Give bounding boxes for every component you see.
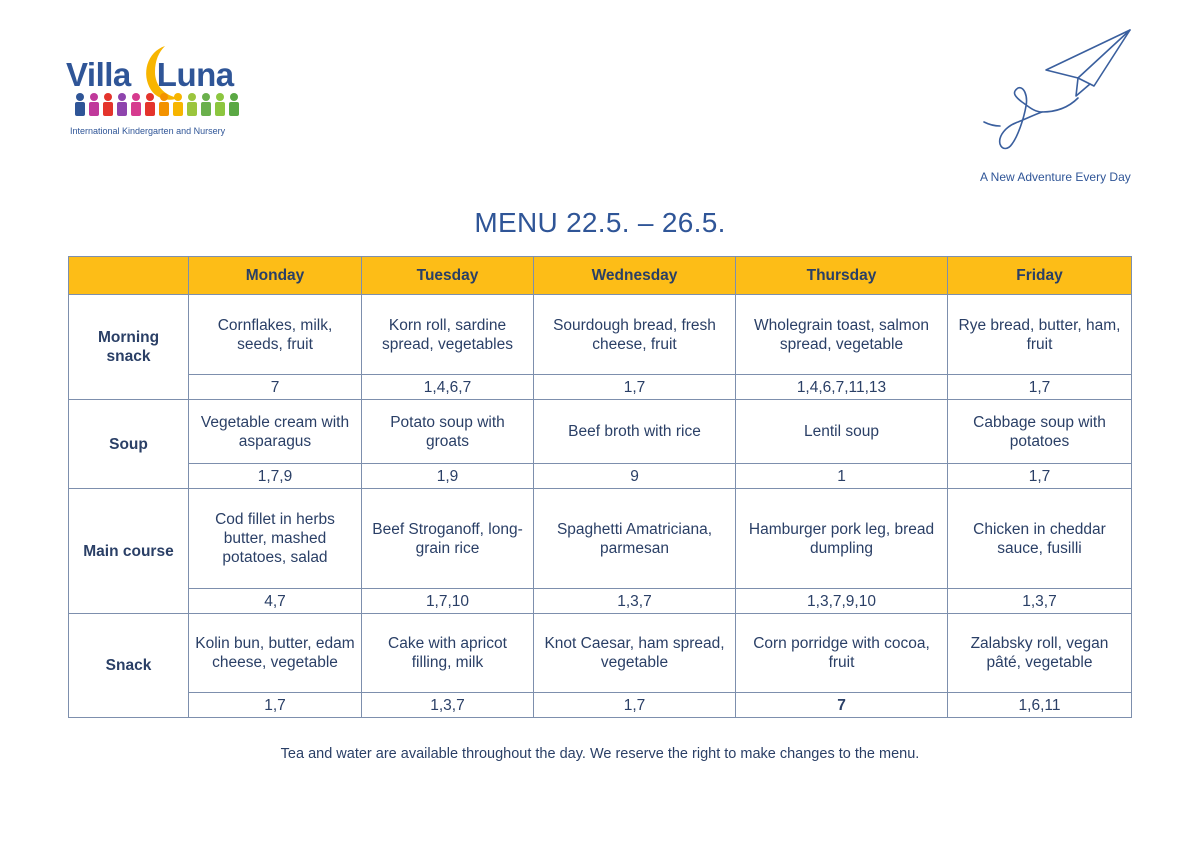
meal-cell: Rye bread, butter, ham, fruit [948,295,1132,375]
allergen-cell: 1,9 [362,464,534,489]
meal-cell: Cake with apricot filling, milk [362,614,534,693]
meal-cell: Spaghetti Amatriciana, parmesan [534,489,736,589]
meal-cell: Cod fillet in herbs butter, mashed potatoes, salad [189,489,362,589]
meal-cell: Cabbage soup with potatoes [948,400,1132,464]
allergen-cell: 1,7 [534,375,736,400]
table-header-row [69,257,1132,295]
allergen-cell: 1,4,6,7,11,13 [736,375,948,400]
allergen-cell: 1,7 [948,375,1132,400]
allergen-cell: 1,6,11 [948,693,1132,718]
paper-plane-icon [978,26,1138,161]
meal-cell: Lentil soup [736,400,948,464]
allergen-cell: 1,3,7 [362,693,534,718]
meal-type-label: Soup [69,400,189,489]
meal-row [69,489,1132,589]
meal-cell: Korn roll, sardine spread, vegetables [362,295,534,375]
allergen-cell: 1,7 [948,464,1132,489]
meal-type-label: Main course [69,489,189,614]
day-header: Friday [948,257,1132,295]
meal-cell: Wholegrain toast, salmon spread, vegetable [736,295,948,375]
allergen-cell: 9 [534,464,736,489]
allergen-cell: 1,7 [534,693,736,718]
day-header: Tuesday [362,257,534,295]
allergen-cell: 7 [736,693,948,718]
allergen-row [69,693,1132,718]
day-header: Wednesday [534,257,736,295]
meal-cell: Zalabsky roll, vegan pâté, vegetable [948,614,1132,693]
meal-type-label: Snack [69,614,189,718]
allergen-cell: 1,7,9 [189,464,362,489]
tagline: A New Adventure Every Day [980,170,1131,184]
meal-cell: Kolin bun, butter, edam cheese, vegetable [189,614,362,693]
day-header: Thursday [736,257,948,295]
meal-cell: Sourdough bread, fresh cheese, fruit [534,295,736,375]
footer-note: Tea and water are available throughout the day. We reserve the right to make changes to the menu. [280,746,920,762]
allergen-cell: 1,3,7 [534,589,736,614]
allergen-cell: 7 [189,375,362,400]
meal-cell: Corn porridge with cocoa, fruit [736,614,948,693]
children-figures-icon [72,92,242,118]
allergen-cell: 1,3,7 [948,589,1132,614]
meal-row [69,400,1132,464]
villa-luna-logo [64,40,254,140]
allergen-cell: 4,7 [189,589,362,614]
allergen-row [69,375,1132,400]
allergen-cell: 1,7,10 [362,589,534,614]
meal-cell: Vegetable cream with asparagus [189,400,362,464]
allergen-cell: 1,3,7,9,10 [736,589,948,614]
allergen-cell: 1 [736,464,948,489]
meal-cell: Beef Stroganoff, long-grain rice [362,489,534,589]
day-header: Monday [189,257,362,295]
logo-subtitle: International Kindergarten and Nursery [70,126,226,136]
menu-title: MENU 22.5. – 26.5. [474,207,726,238]
corner-cell [69,257,189,295]
allergen-row [69,589,1132,614]
meal-cell: Cornflakes, milk, seeds, fruit [189,295,362,375]
meal-cell: Chicken in cheddar sauce, fusilli [948,489,1132,589]
allergen-cell: 1,4,6,7 [362,375,534,400]
meal-cell: Knot Caesar, ham spread, vegetable [534,614,736,693]
meal-cell: Hamburger pork leg, bread dumpling [736,489,948,589]
logo-word-villa: Villa [66,56,131,93]
menu-table [68,256,1132,718]
logo-wordmark [66,56,234,94]
meal-type-label: Morning snack [69,295,189,400]
logo-word-luna: Luna [156,56,234,93]
meal-cell: Beef broth with rice [534,400,736,464]
allergen-cell: 1,7 [189,693,362,718]
meal-cell: Potato soup with groats [362,400,534,464]
meal-row [69,614,1132,693]
meal-row [69,295,1132,375]
allergen-row [69,464,1132,489]
